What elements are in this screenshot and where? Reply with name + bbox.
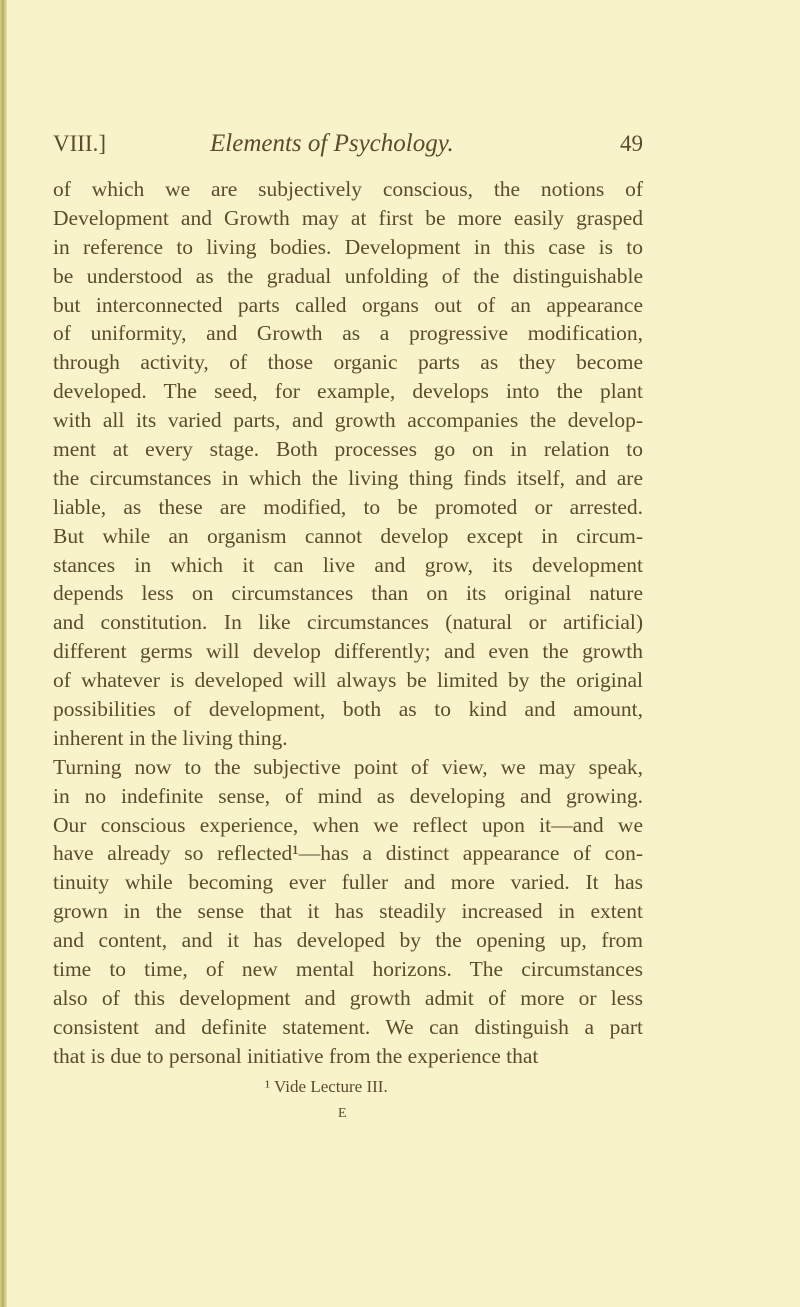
text-line: and content, and it has developed by the opening up, from (53, 928, 643, 953)
text-line: be understood as the gradual unfolding of the distinguishable (53, 263, 643, 288)
text-line: Our conscious experience, when we reflect upon it—and we (53, 812, 643, 837)
text-line: tinuity while becoming ever fuller and more varied. It has (53, 870, 643, 895)
running-header (53, 128, 643, 160)
text-line: liable, as these are modified, to be promoted or arrested. (53, 494, 643, 519)
text-line: different germs will develop differently; and even the growth (53, 639, 643, 664)
page-binding-edge (0, 0, 7, 1307)
footnote: ¹ Vide Lecture III. (265, 1077, 388, 1096)
text-line: of which we are subjectively conscious, the notions of (53, 177, 643, 201)
text-line: that is due to personal initiative from the experience that (53, 1043, 539, 1068)
text-line: in reference to living bodies. Development in this case is to (53, 234, 643, 259)
text-line: through activity, of those organic parts as they become (53, 350, 643, 375)
text-line: in no indefinite sense, of mind as developing and growing. (53, 783, 643, 808)
chapter-number: VIII.] (53, 131, 106, 156)
text-line: ment at every stage. Both processes go on in relation to (53, 437, 643, 462)
text-line: and constitution. In like circumstances (natural or artificial) (53, 610, 643, 635)
text-line: grown in the sense that it has steadily increased in extent (53, 899, 643, 924)
book-title: Elements of Psychology. (210, 130, 454, 157)
text-line: Turning now to the subjective point of view, we may speak, (53, 754, 643, 779)
text-line: the circumstances in which the living thing finds itself, and are (53, 465, 643, 490)
text-line: of uniformity, and Growth as a progressive modification, (53, 321, 643, 346)
text-line: But while an organism cannot develop except in circum- (53, 523, 643, 548)
text-line: Development and Growth may at first be more easily grasped (53, 205, 643, 230)
text-line: developed. The seed, for example, develops into the plant (53, 379, 643, 404)
text-line: with all its varied parts, and growth accompanies the develop- (53, 408, 643, 433)
text-line: have already so reflected¹—has a distinct appearance of con- (53, 841, 643, 866)
text-line: also of this development and growth admit of more or less (53, 985, 643, 1010)
page-number: 49 (620, 131, 643, 156)
text-line: inherent in the living thing. (53, 725, 288, 750)
body-text (53, 175, 643, 1071)
text-line: possibilities of development, both as to kind and amount, (53, 697, 643, 722)
signature-mark: E (338, 1106, 347, 1121)
text-line: consistent and definite statement. We can distinguish a part (53, 1014, 643, 1039)
text-line: depends less on circumstances than on its original nature (53, 581, 643, 606)
text-line: but interconnected parts called organs out of an appearance (53, 292, 643, 317)
text-line: of whatever is developed will always be limited by the original (53, 668, 643, 693)
text-line: stances in which it can live and grow, its development (53, 552, 643, 577)
text-line: time to time, of new mental horizons. The circumstances (53, 957, 643, 982)
